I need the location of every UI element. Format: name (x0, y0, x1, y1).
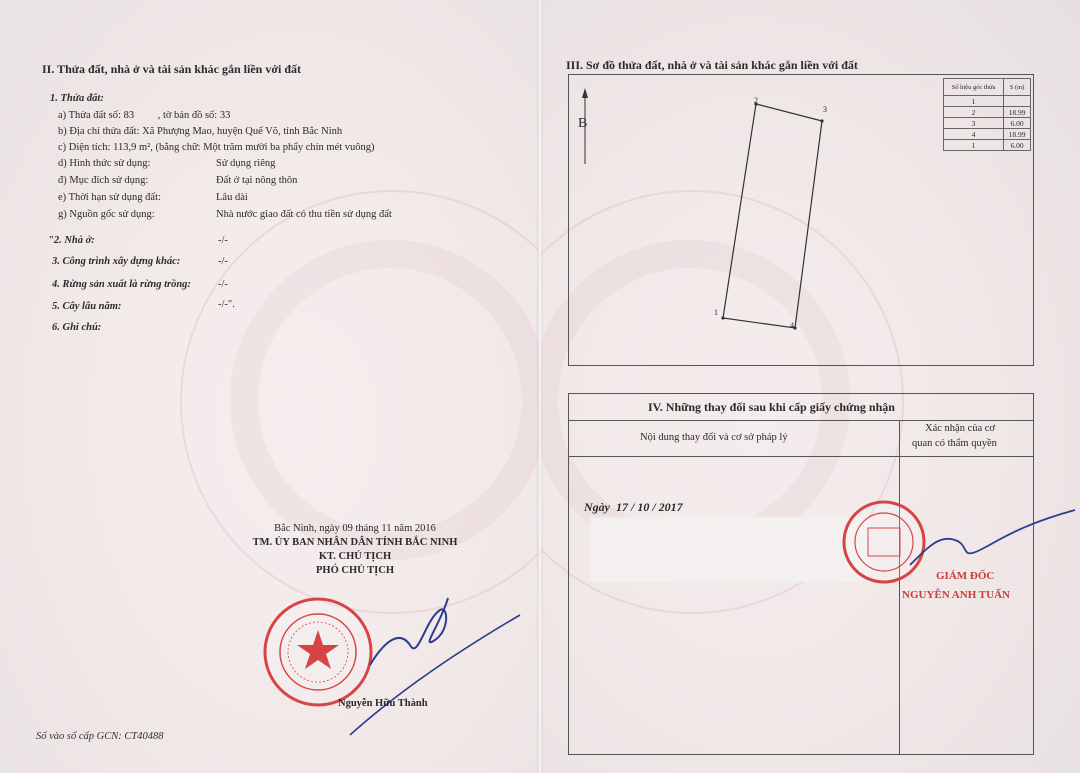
sign-role-2: PHÓ CHỦ TỊCH (316, 565, 394, 576)
perennial-label: 5. Cây lâu năm: (52, 301, 122, 312)
origin-label: g) Nguồn gốc sử dụng: (58, 209, 155, 220)
table-cell-length: 6.00 (1004, 118, 1031, 129)
house-label: "2. Nhà ở: (48, 235, 95, 246)
changes-col2-header-2: quan có thẩm quyền (912, 438, 997, 449)
perennial-value: -/-". (218, 299, 235, 310)
other-works-label: 3. Công trình xây dựng khác: (52, 256, 181, 267)
gcn-number: Số vào sổ cấp GCN: CT40488 (36, 731, 164, 742)
changes-column-divider (899, 420, 900, 754)
table-head-points: Số hiệu góc thửa (944, 79, 1004, 96)
forest-value: -/- (218, 279, 228, 290)
table-cell-length: 18.99 (1004, 107, 1031, 118)
forest-label: 4. Rừng sản xuất là rừng trồng: (52, 279, 191, 290)
origin-value: Nhà nước giao đất có thu tiền sử dụng đất (216, 209, 392, 220)
point-label-1: 1 (714, 308, 718, 317)
table-cell-point: 1 (944, 96, 1004, 107)
handwritten-signature-2 (900, 505, 1080, 575)
other-works-value: -/- (218, 256, 228, 267)
table-cell-length (1004, 96, 1031, 107)
north-label: B (578, 116, 588, 131)
sign-date: Bắc Ninh, ngày 09 tháng 11 năm 2016 (274, 523, 436, 534)
use-purpose-label: đ) Mục đích sử dụng: (58, 175, 149, 186)
table-cell-length: 6.00 (1004, 140, 1031, 151)
changes-divider (568, 420, 1033, 421)
use-term-value: Lâu dài (216, 192, 248, 203)
sign-org: TM. ỦY BAN NHÂN DÂN TỈNH BẮC NINH (252, 537, 458, 548)
sign-role-1: KT. CHỦ TỊCH (318, 551, 392, 562)
section-iv-title: IV. Những thay đổi sau khi cấp giấy chứng nhận (648, 400, 895, 414)
use-form-label: d) Hình thức sử dụng: (58, 158, 151, 169)
land-address: b) Địa chỉ thửa đất: Xã Phượng Mao, huyện Quế Võ, tỉnh Bắc Ninh (58, 126, 343, 137)
sign-title-director: GIÁM ĐỐC (936, 570, 995, 582)
point-label-4: 4 (790, 321, 794, 330)
change-entry-date: Ngày 17 / 10 / 2017 (584, 500, 683, 514)
changes-col2-header-1: Xác nhận của cơ (925, 423, 995, 434)
sign-name-director: NGUYỄN ANH TUẤN (902, 589, 1010, 601)
changes-col1-header: Nội dung thay đổi và cơ sở pháp lý (640, 432, 788, 443)
section-iii-title: III. Sơ đồ thửa đất, nhà ở và tài sản khác gắn liền với đất (566, 58, 858, 72)
handwritten-signature (340, 570, 540, 740)
use-term-label: e) Thời hạn sử dụng đất: (58, 192, 161, 203)
redacted-area (590, 517, 870, 582)
watermark-drum-inner (230, 240, 540, 560)
point-label-3: 3 (823, 105, 827, 114)
point-label-2: 2 (754, 96, 758, 105)
table-cell-point: 1 (944, 140, 1004, 151)
changes-divider (568, 456, 1033, 457)
section-ii-title: II. Thửa đất, nhà ở và tài sản khác gắn liền với đất (42, 62, 302, 76)
table-cell-length: 18.99 (1004, 129, 1031, 140)
table-head-length: S (m) (1004, 79, 1031, 96)
land-number: a) Thửa đất số: 83 , tờ bản đồ số: 33 (58, 110, 231, 121)
signer-name: Nguyễn Hữu Thành (338, 698, 428, 709)
table-cell-point: 3 (944, 118, 1004, 129)
use-purpose-value: Đất ở tại nông thôn (216, 175, 298, 186)
edge-length-table (943, 78, 1031, 151)
signature-block (220, 523, 490, 576)
land-heading: 1. Thửa đất: (50, 93, 104, 104)
house-value: -/- (218, 235, 228, 246)
note-label: 6. Ghi chú: (52, 322, 102, 333)
parcel-diagram (568, 74, 948, 364)
table-cell-point: 4 (944, 129, 1004, 140)
table-cell-point: 2 (944, 107, 1004, 118)
use-form-value: Sử dụng riêng (216, 158, 276, 169)
land-area: c) Diện tích: 113,9 m², (bằng chữ: Một trăm mười ba phẩy chín mét vuông) (58, 142, 375, 153)
